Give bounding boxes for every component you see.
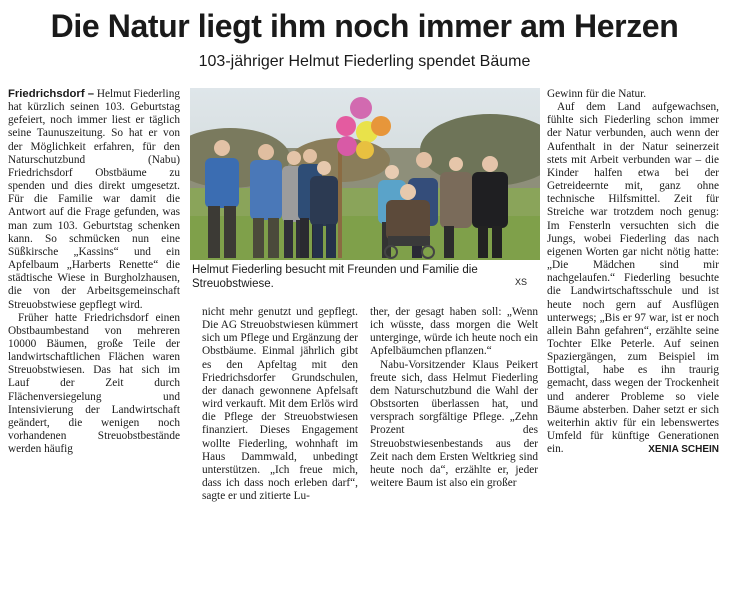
article-column-1 bbox=[8, 88, 180, 456]
article-paragraph bbox=[8, 88, 180, 312]
article-paragraph: Früher hatte Friedrichsdorf einen Obstbaumbestand von mehreren 10000 Bäumen, große Teile der landwirtschaftlichen Flächen waren Streuobstwiesen. Das hat sich im Lauf der Zeit durch Flächenversiegelung und Intensivierung der Landwirtschaft geändert, die wenigen noch vorhandenen Streuobstbestände werden häufig bbox=[8, 311, 180, 456]
article-text: Helmut Fiederling hat kürzlich seinen 103. Geburtstag gefeiert, noch immer liest er täglich seine Taunuszeitung. So hat er von der Möglichkeit erfahren, für den Naturschutzbund (Nabu) Friedrichsdorf Obstbäume zu spenden und dies direkt umgesetzt. Für die Familie war damit die Antwort auf die Frage gefunden, was man zum 103. Geburtstag schenken kann. So schmücken nun eine Süßkirsche „Kassins“ und ein Apfelbaum „Harberts Renette“ die städtische Wiese in Burgholzhausen, die von der Arbeitsgemeinschaft Streuobstwiese gepflegt wird. bbox=[8, 88, 180, 311]
photo-credit: XS bbox=[515, 277, 528, 287]
article-paragraph: ther, der gesagt haben soll: „Wenn ich wüsste, dass morgen die Welt unterginge, würde ich heute noch ein Apfelbäumchen pflanzen.“ bbox=[370, 306, 538, 358]
article-paragraph bbox=[547, 101, 719, 456]
headline: Die Natur liegt ihm noch immer am Herzen bbox=[50, 8, 679, 44]
photo-caption: Helmut Fiederling besucht mit Freunden und Familie die Streuobstwiese. bbox=[192, 264, 478, 290]
article-paragraph: Nabu-Vorsitzender Klaus Peikert freute sich, dass Helmut Fiederling dem Naturschutzbund die Wahl der Obstsorten überlassen hat, und versprach sorgfältige Pflege. „Zehn Prozent des Streuobstwiesenbestands aus der Zeit nach dem Ersten Weltkrieg sind heute noch da“, erzählte er, jeder weitere Baum ist also ein großer bbox=[370, 358, 538, 490]
photo-illustration bbox=[190, 88, 540, 260]
article-column-3 bbox=[370, 306, 538, 490]
article-photo bbox=[190, 88, 540, 260]
subheadline: 103-jähriger Helmut Fiederling spendet Bäume bbox=[198, 53, 531, 70]
article-paragraph: Gewinn für die Natur. bbox=[547, 88, 647, 100]
author-byline: XENIA SCHEIN bbox=[648, 444, 719, 456]
article-paragraph: nicht mehr genutzt und gepflegt. Die AG Streuobstwiesen kümmert sich um Pflege und Ergänzung der Obstbäume. Einmal jährlich gibt es den Apfeltag mit den Friedrichsdorfer Grundschulen, der danach gewonnene Apfelsaft wird verkauft. Mit dem Erlös wird die Pflege der Streuobstwiesen finanziert. Dieses Engagement wollte Fiederling, wohnhaft im Haus Dammwald, unbedingt unterstützen. „Ich freue mich, dass ich dass noch erleben darf“, sagte er und zitierte Lu- bbox=[202, 306, 358, 503]
dateline: Friedrichsdorf – bbox=[8, 88, 95, 100]
article-column-4 bbox=[547, 88, 719, 456]
article-column-2 bbox=[202, 306, 358, 503]
article-text: Auf dem Land aufgewachsen, fühlte sich Fiederling schon immer der Natur verbunden, auch wenn der Aufenthalt in der Natur seinerzeit stets mit Arbeit verbunden war – die Kinder halfen etwa bei der Getreideernte mit, ganz ohne technische Hilfsmittel. Zeit für Streiche war trotzdem noch genug: Im Fensterln versuchten sich die Jungs, wobei Fiederling das nach eigenen Worten gar nicht nötig hatte: „Die Mädchen sind mir nachgelaufen.“ Fiederling besuchte die Landwirtschaftsschule und ist heute noch gern auf Ausflügen unterwegs; „Bis er 97 war, ist er noch allein Bahn gefahren“, erzählte seine Tochter Elke Peterle. Auf seinen Spaziergängen, zum Beispiel im Bottigtal, habe es ihn traurig gemacht, dass wegen der Trockenheit und anderer Probleme so viele Bäume absterben. Daher setzt er sich weiterhin aktiv für ein lebenswertes Umfeld für künftige Generationen ein. bbox=[547, 101, 719, 456]
